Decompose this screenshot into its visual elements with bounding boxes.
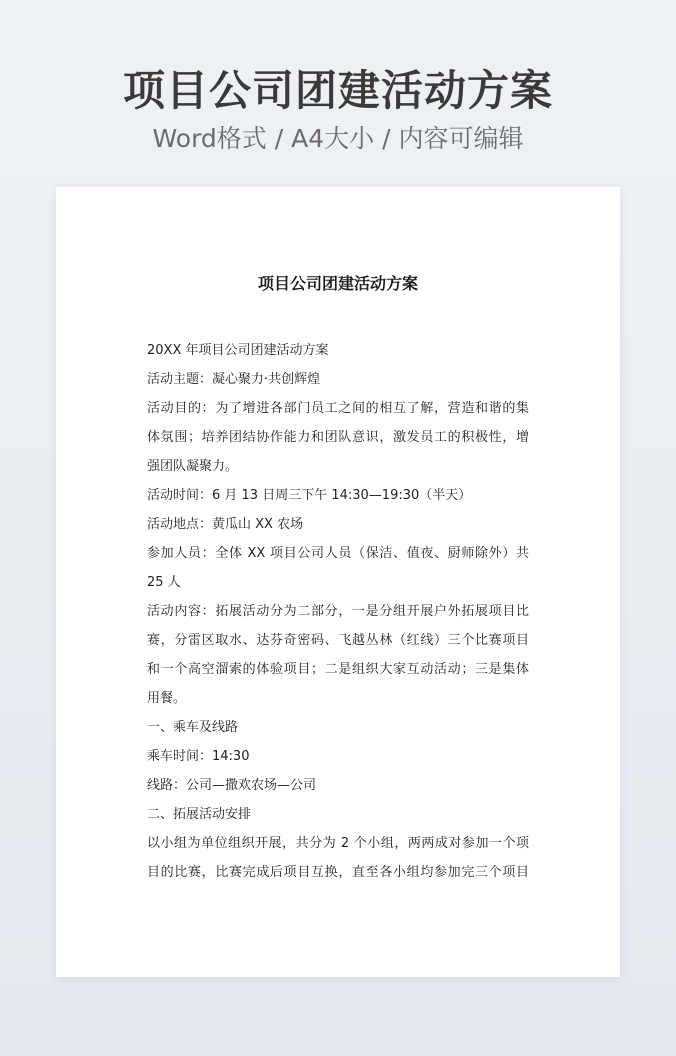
doc-line: 体氛围；培养团结协作能力和团队意识，激发员工的积极性，增 — [147, 430, 529, 445]
doc-line: 和一个高空溜索的体验项目；二是组织大家互动活动；三是集体 — [147, 662, 529, 677]
header-title: 项目公司团建活动方案 — [122, 66, 553, 115]
doc-line: 活动目的：为了增进各部门员工之间的相互了解，营造和谐的集 — [147, 401, 529, 416]
doc-line: 以小组为单位组织开展，共分为 2 个小组，两两成对参加一个项 — [147, 836, 529, 851]
section-heading: 一、乘车及线路 — [147, 720, 239, 735]
doc-line: 目的比赛，比赛完成后项目互换，直至各小组均参加完三个项目 — [147, 865, 529, 880]
page-header — [0, 62, 676, 156]
doc-line: 参加人员：全体 XX 项目公司人员（保洁、值夜、厨师除外）共 — [147, 546, 529, 561]
doc-line: 线路：公司—撒欢农场—公司 — [147, 778, 317, 793]
doc-line: 活动时间：6 月 13 日周三下午 14:30—19:30（半天） — [147, 488, 472, 503]
doc-line: 用餐。 — [147, 691, 187, 706]
doc-line: 20XX 年项目公司团建活动方案 — [147, 343, 329, 358]
document-page — [56, 187, 620, 977]
document-body — [147, 336, 529, 887]
document-title: 项目公司团建活动方案 — [257, 274, 418, 293]
doc-line: 强团队凝聚力。 — [147, 459, 239, 474]
doc-line: 赛，分雷区取水、达芬奇密码、飞越丛林（红线）三个比赛项目 — [147, 633, 529, 648]
doc-line: 活动内容：拓展活动分为二部分，一是分组开展户外拓展项目比 — [147, 604, 529, 619]
doc-line: 活动主题：凝心聚力·共创辉煌 — [147, 372, 321, 387]
doc-line: 25 人 — [147, 575, 181, 590]
doc-line: 乘车时间：14:30 — [147, 749, 250, 764]
doc-line: 活动地点：黄瓜山 XX 农场 — [147, 517, 304, 532]
header-subtitle: Word格式 / A4大小 / 内容可编辑 — [152, 124, 524, 153]
section-heading: 二、拓展活动安排 — [147, 807, 252, 822]
